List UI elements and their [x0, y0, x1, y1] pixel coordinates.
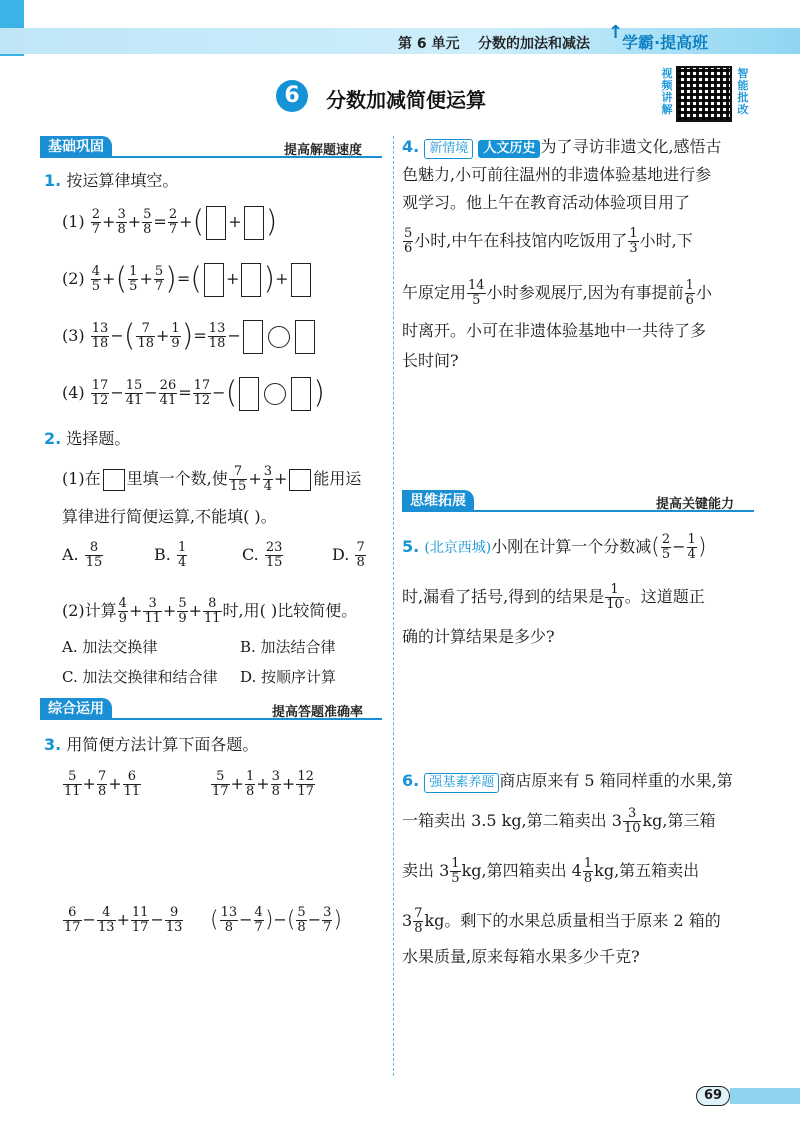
option-a[interactable]: A. $\frac{8}{15}$ [62, 540, 103, 570]
page-tab [730, 1088, 800, 1104]
q6-line-3: 卖出 3 $\frac{1}{5}$ kg,第四箱卖出 4 $\frac{1}{8}$ kg,第五箱卖出 [402, 856, 700, 886]
section-tag: 综合运用 [40, 698, 112, 720]
new-context-tag: 新情境 [424, 139, 473, 159]
q4-line-3: 观学习。他上午在教育活动体验项目用了 [402, 193, 691, 212]
qr-left-label: 视频讲解 [661, 67, 673, 116]
q5-line-2: 时,漏看了括号,得到的结果是 $\frac{1}{10}$ 。这道题正 [402, 582, 705, 612]
option-c-2[interactable]: C. 加法交换律和结合律 [62, 668, 218, 686]
answer-box[interactable] [243, 320, 263, 354]
foundation-tag: 强基素养题 [424, 773, 499, 793]
option-c[interactable]: C. $\frac{23}{15}$ [242, 540, 283, 570]
column-divider [393, 136, 394, 1076]
option-b-2[interactable]: B. 加法结合律 [240, 638, 336, 656]
q6-line-5: 水果质量,原来每箱水果多少千克? [402, 947, 640, 966]
answer-box[interactable] [291, 263, 311, 297]
answer-box[interactable] [289, 469, 311, 491]
brand-name: 学霸·提高班 [622, 33, 709, 52]
q4-line-5: 午原定用 $\frac{14}{5}$ 小时参观展厅,因为有事提前 $\frac{1}{6}$ 小 [402, 278, 712, 308]
answer-box[interactable] [204, 263, 224, 297]
qr-code-block[interactable] [660, 66, 770, 122]
section-tag: 基础巩固 [40, 136, 112, 158]
answer-box[interactable] [291, 377, 311, 411]
q1-item-1: (1) $\frac{2}{7}$ + $\frac{3}{8}$ + $\frac{5}{8}$ = $\frac{2}{7}$ +( + ) [62, 204, 278, 240]
q4-line-4: $\frac{5}{6}$ 小时,中午在科技馆内吃饭用了 $\frac{1}{3}$ 小时,下 [404, 226, 693, 256]
answer-box[interactable] [239, 377, 259, 411]
arrow-up-icon: ↑ [608, 22, 624, 43]
source-label: (北京西城) [424, 540, 492, 556]
q2-item-1-cont: 算律进行简便运算,不能填( )。 [62, 507, 277, 526]
q1-item-4: (4) $\frac{17}{12}$ − $\frac{15}{41}$ − $\frac{26}{41}$ = $\frac{17}{12}$ −( ) [62, 375, 326, 411]
lesson-title: 分数加减简便运算 [326, 88, 486, 112]
operator-circle[interactable] [268, 326, 290, 348]
option-b[interactable]: B. $\frac{1}{4}$ [154, 540, 187, 570]
answer-box[interactable] [241, 263, 261, 297]
operator-circle[interactable] [264, 383, 286, 405]
q6-line-2: 一箱卖出 3.5 kg,第二箱卖出 3 $\frac{3}{10}$ kg,第三箱 [402, 806, 716, 836]
qr-right-label: 智能批改 [737, 67, 749, 116]
header-bar [0, 22, 800, 54]
unit-title: 分数的加法和减法 [478, 36, 590, 52]
answer-box[interactable] [244, 206, 264, 240]
q4-line-6: 时离开。小可在非遗体验基地中一共待了多 [402, 321, 707, 340]
page-number: 69 [696, 1086, 730, 1106]
topic-tag: 人文历史 [478, 140, 540, 158]
lesson-number: 6 [276, 80, 308, 112]
q2-item-1: (1)在 里填一个数,使 $\frac{7}{15}$ + $\frac{3}{4}$ + 能用运 [62, 464, 362, 494]
q4-line-2: 色魅力,小可前往温州的非遗体验基地进行参 [402, 165, 712, 184]
question-4: 4. 新情境 人文历史 为了寻访非遗文化,感悟古 [402, 136, 722, 159]
q1-item-3: (3) $\frac{13}{18}$ −( $\frac{7}{18}$ + $\frac{1}{9}$ )= $\frac{13}{18}$ − [62, 317, 317, 356]
q1-item-2: (2) $\frac{4}{5}$ +( $\frac{1}{5}$ + $\frac{5}{7}$ )=( + )+ [62, 260, 313, 299]
question-3: 3. 用简便方法计算下面各题。 [44, 735, 259, 754]
q4-line-7: 长时间? [402, 351, 459, 370]
section-subtitle: 提高解题速度 [284, 143, 363, 158]
answer-box[interactable] [295, 320, 315, 354]
option-a-2[interactable]: A. 加法交换律 [62, 638, 158, 656]
section-applied [40, 698, 382, 720]
q3-expr-2: $\frac{5}{17}$ + $\frac{1}{8}$ + $\frac{3}{8}$ + $\frac{12}{17}$ [212, 769, 314, 799]
section-tag: 思维拓展 [402, 490, 474, 512]
answer-box[interactable] [103, 469, 125, 491]
question-6: 6. 强基素养题 商店原来有 5 箱同样重的水果,第 [402, 770, 733, 793]
q6-line-4: 3 $\frac{7}{8}$ kg。剩下的水果总质量相当于原来 2 箱的 [402, 906, 721, 936]
section-subtitle: 提高关键能力 [656, 497, 735, 512]
question-5: 5. (北京西城)小刚在计算一个分数减( $\frac{2}{5}$ − $\frac{1}{4}$ ) [402, 532, 707, 562]
section-subtitle: 提高答题准确率 [272, 705, 364, 720]
section-basic [40, 136, 382, 158]
section-thinking [402, 490, 754, 512]
question-2: 2. 选择题。 [44, 429, 131, 448]
q3-expr-1: $\frac{5}{11}$ + $\frac{7}{8}$ + $\frac{6}{11}$ [64, 769, 141, 799]
option-d[interactable]: D. $\frac{7}{8}$ [332, 540, 365, 570]
q2-item-2: (2)计算 $\frac{4}{9}$ + $\frac{3}{11}$ + $\frac{5}{9}$ + $\frac{8}{11}$ 时,用( )比较简便。 [62, 596, 358, 626]
q3-expr-4: ( $\frac{13}{8}$ − $\frac{4}{7}$ )−( $\frac{5}{8}$ − $\frac{3}{7}$ ) [210, 905, 342, 935]
answer-box[interactable] [206, 206, 226, 240]
unit-label: 第 6 单元 [398, 36, 460, 52]
q5-line-3: 确的计算结果是多少? [402, 627, 555, 646]
q3-expr-3: $\frac{6}{17}$ − $\frac{4}{13}$ + $\frac{11}{17}$ − $\frac{9}{13}$ [64, 905, 183, 935]
option-d-2[interactable]: D. 按顺序计算 [240, 668, 337, 686]
question-1: 1. 按运算律填空。 [44, 171, 179, 190]
qr-code-icon[interactable] [676, 66, 732, 122]
